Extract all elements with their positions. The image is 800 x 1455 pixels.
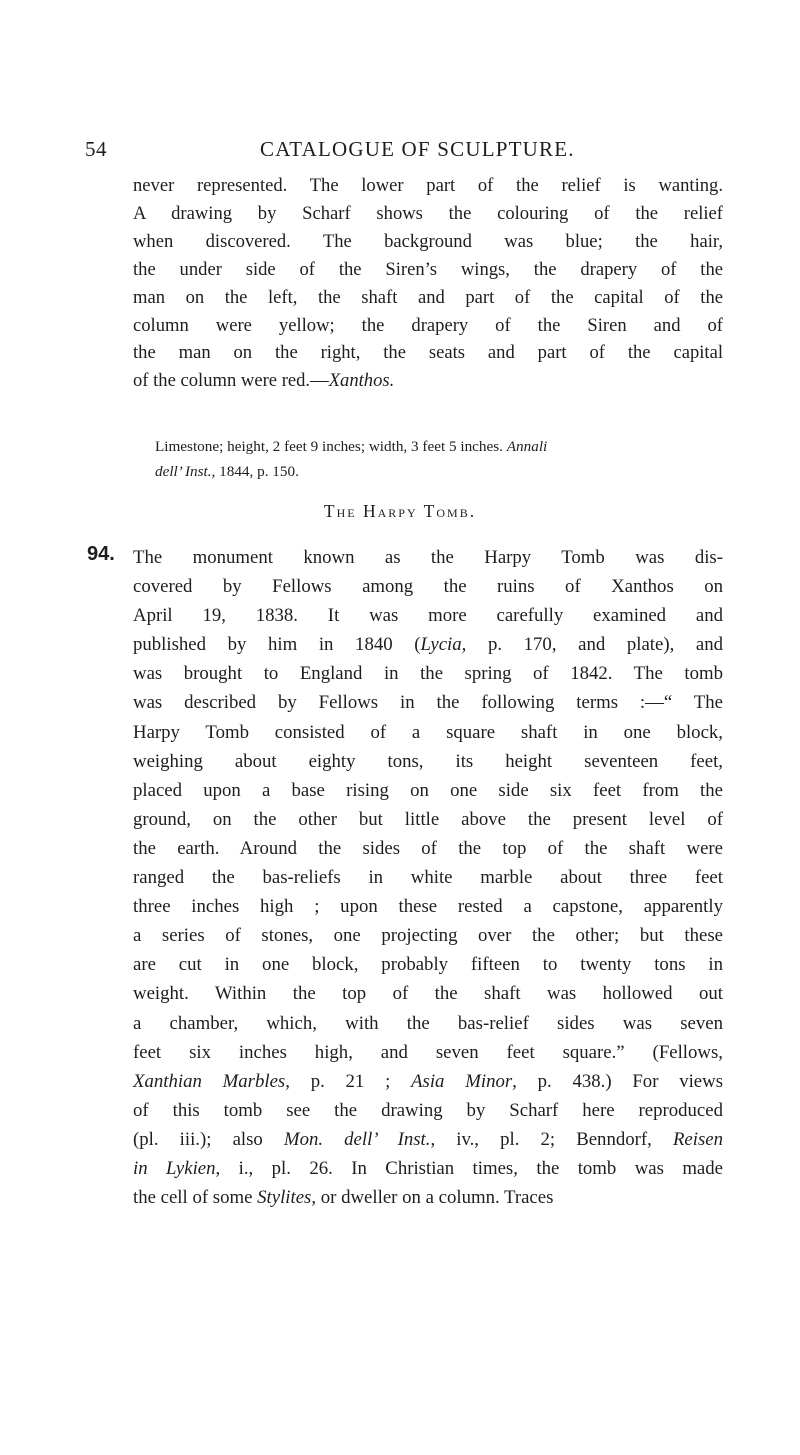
text-run: the earth. Around the sides of the top of the shaft were bbox=[133, 837, 723, 859]
text-line bbox=[133, 805, 723, 834]
italic-title: Asia Minor bbox=[411, 1070, 513, 1092]
text-line: man on the left, the shaft and part of the capital of the bbox=[133, 286, 723, 308]
text-run: weighing about eighty tons, its height seventeen feet, bbox=[133, 750, 723, 772]
italic-title: Mon. dell’ Inst. bbox=[283, 1128, 431, 1150]
running-title: CATALOGUE OF SCULPTURE. bbox=[260, 137, 575, 161]
text-run: The monument known as the Harpy Tomb was dis- bbox=[133, 547, 723, 568]
running-head bbox=[85, 137, 715, 167]
text-run: , p. 170, and plate), and bbox=[461, 634, 724, 656]
site-name: Xanthos. bbox=[328, 370, 395, 392]
citation-text: Limestone; height, 2 feet 9 inches; width, 3 feet 5 inches. bbox=[155, 438, 503, 455]
text-line: when discovered. The background was blue; the hair, bbox=[133, 230, 723, 252]
text-run: of the column were red.— bbox=[133, 370, 329, 392]
entry-body bbox=[133, 543, 723, 1212]
text-line bbox=[133, 1125, 723, 1154]
text-line: column were yellow; the drapery of the Siren and of bbox=[133, 314, 723, 336]
text-run: , p. 21 ; bbox=[285, 1070, 412, 1092]
text-run: ground, on the other but little above the present level of bbox=[133, 808, 723, 830]
section-heading: The Harpy Tomb. bbox=[323, 501, 477, 521]
text-run: , iv., pl. 2; Benndorf, bbox=[430, 1128, 673, 1150]
italic-title: in Lykien bbox=[133, 1157, 216, 1179]
text-line bbox=[133, 1009, 723, 1038]
text-run: published by him in 1840 ( bbox=[133, 634, 421, 656]
text-run: of this tomb see the drawing by Scharf here reproduced bbox=[133, 1099, 723, 1121]
text-run: a series of stones, one projecting over the other; but these bbox=[133, 925, 723, 947]
text-run: placed upon a base rising on one side six feet from the bbox=[133, 779, 723, 801]
text-line bbox=[133, 892, 723, 921]
text-run: was brought to England in the spring of 1842. The tomb bbox=[133, 663, 723, 685]
text-line bbox=[133, 688, 723, 717]
text-line bbox=[133, 572, 723, 601]
text-line: the man on the right, the seats and part of the capital bbox=[133, 342, 723, 364]
text-run: covered by Fellows among the ruins of Xanthos on bbox=[133, 576, 723, 598]
entry-number: 94. bbox=[87, 543, 115, 565]
text-run: April 19, 1838. It was more carefully examined and bbox=[133, 605, 723, 627]
text-line bbox=[133, 1154, 723, 1183]
text-run: , or dweller on a column. Traces bbox=[311, 1187, 554, 1209]
text-line bbox=[133, 921, 723, 950]
text-line: A drawing by Scharf shows the colouring of the relief bbox=[133, 202, 723, 224]
text-run: weight. Within the top of the shaft was hollowed out bbox=[133, 983, 723, 1005]
text-line bbox=[133, 718, 723, 747]
citation-work-title: Annali bbox=[506, 438, 548, 455]
text-run: three inches high ; upon these rested a capstone, apparently bbox=[133, 896, 723, 918]
text-line bbox=[133, 1096, 723, 1125]
citation-text: 1844, p. 150. bbox=[215, 463, 299, 480]
citation-note bbox=[155, 434, 723, 484]
paragraph-xanthos-relief bbox=[133, 172, 723, 395]
text-line: never represented. The lower part of the relief is wanting. bbox=[133, 175, 723, 196]
text-line bbox=[133, 979, 723, 1008]
text-run: ranged the bas-reliefs in white marble about three feet bbox=[133, 867, 723, 889]
text-line bbox=[133, 1067, 723, 1096]
text-line bbox=[133, 543, 723, 572]
citation-line bbox=[155, 459, 723, 484]
text-line bbox=[133, 630, 723, 659]
text-run: a chamber, which, with the bas-relief sides was seven bbox=[133, 1012, 723, 1034]
citation-line bbox=[155, 434, 723, 459]
text-line bbox=[133, 659, 723, 688]
italic-title: Reisen bbox=[672, 1128, 723, 1150]
text-line bbox=[133, 776, 723, 805]
text-line bbox=[133, 863, 723, 892]
italic-title: Xanthian Marbles bbox=[133, 1070, 286, 1092]
text-run: was described by Fellows in the following terms :—“ The bbox=[133, 692, 723, 714]
text-line bbox=[133, 1183, 723, 1212]
text-run: are cut in one block, probably fifteen to twenty tons in bbox=[133, 954, 723, 976]
text-run: Harpy Tomb consisted of a square shaft in one block, bbox=[133, 721, 723, 743]
text-line: the under side of the Siren’s wings, the drapery of the bbox=[133, 258, 723, 280]
page-number: 54 bbox=[85, 137, 107, 161]
text-line bbox=[133, 367, 723, 395]
text-line bbox=[133, 601, 723, 630]
italic-title: Stylites bbox=[257, 1187, 312, 1209]
text-run: , p. 438.) For views bbox=[512, 1070, 724, 1092]
citation-work-title: dell’ Inst., bbox=[155, 463, 216, 480]
text-line bbox=[133, 834, 723, 863]
text-line bbox=[133, 950, 723, 979]
text-line bbox=[133, 1038, 723, 1067]
text-run: the cell of some bbox=[133, 1187, 258, 1209]
text-run: feet six inches high, and seven feet square.” (Fellows, bbox=[133, 1041, 723, 1063]
text-line bbox=[133, 747, 723, 776]
text-run: , i., pl. 26. In Christian times, the tomb was made bbox=[215, 1157, 723, 1179]
italic-title: Lycia bbox=[420, 634, 462, 656]
text-run: (pl. iii.); also bbox=[133, 1128, 284, 1150]
